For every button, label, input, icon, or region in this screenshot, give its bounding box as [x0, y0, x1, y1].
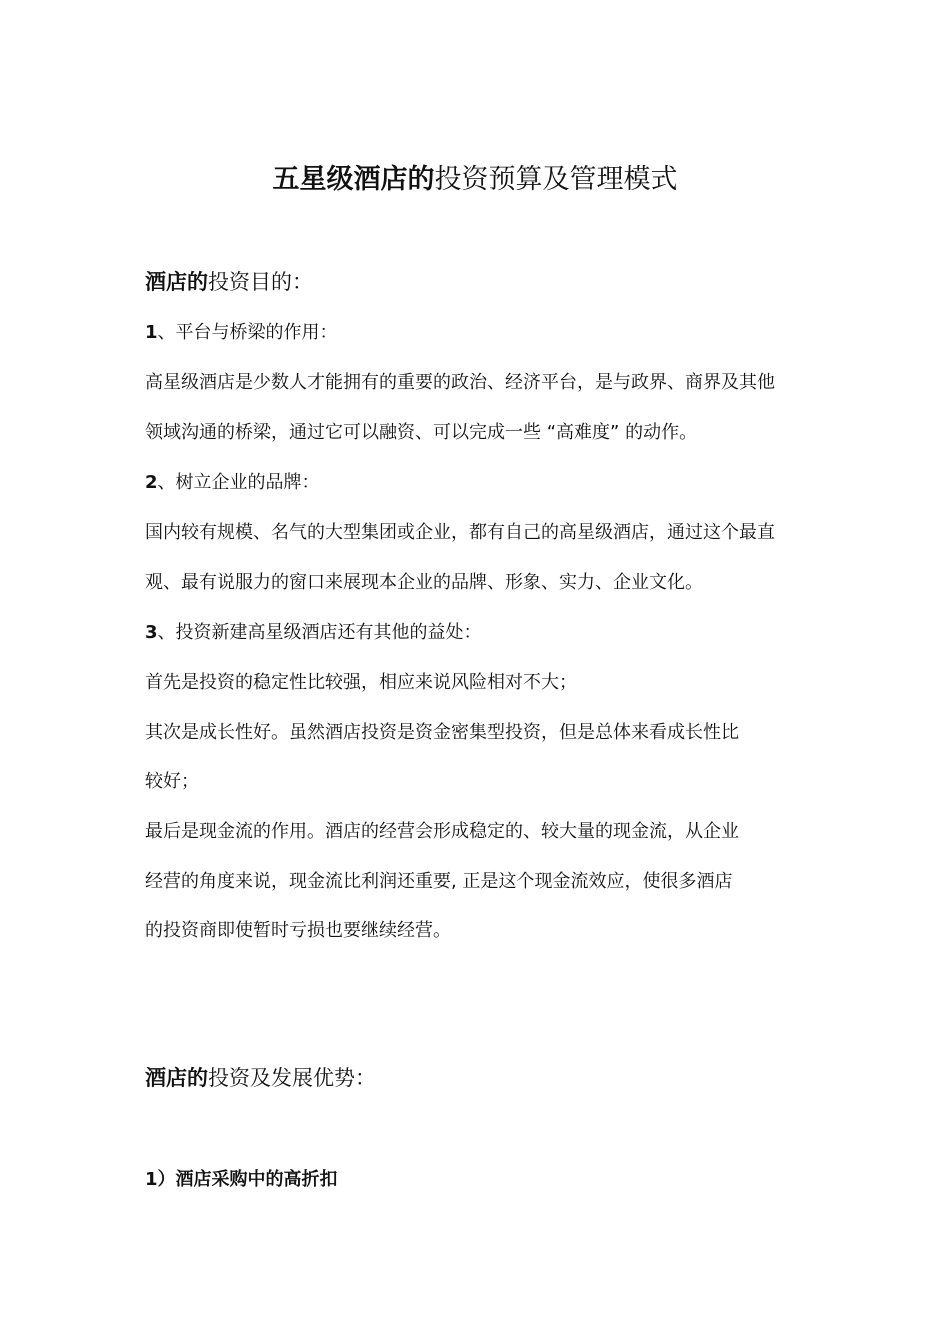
heading-rest-part: 投资目的： — [208, 270, 313, 294]
item-number: 2 — [145, 472, 158, 493]
paragraph-line: 观、最有说服力的窗口来展现本企业的品牌、形象、实力、企业文化。 — [145, 572, 703, 593]
item-label: 、投资新建高星级酒店还有其他的益处： — [157, 622, 482, 643]
document-title — [0, 160, 950, 200]
heading-bold-part: 酒店的 — [145, 270, 208, 294]
paragraph-line: 最后是现金流的作用。酒店的经营会形成稳定的、较大量的现金流，从企业 — [145, 821, 739, 842]
item-label: 、平台与桥梁的作用： — [157, 322, 338, 343]
item-1-heading — [145, 320, 338, 346]
paragraph-line: 其次是成长性好。虽然酒店投资是资金密集型投资，但是总体来看成长性比 — [145, 722, 739, 743]
paragraph-line: 高星级酒店是少数人才能拥有的重要的政治、经济平台，是与政界、商界及其他 — [145, 372, 775, 393]
paragraph-line: 领域沟通的桥梁，通过它可以融资、可以完成一些 “高难度” 的动作。 — [145, 422, 698, 443]
title-bold-part: 五星级酒店的 — [272, 164, 435, 195]
item-label: 、树立企业的品牌： — [157, 472, 320, 493]
section-heading-investment-advantages — [145, 1063, 376, 1093]
subsection-heading-procurement-discount: 1）酒店采购中的高折扣 — [145, 1169, 338, 1190]
paragraph-line: 国内较有规模、名气的大型集团或企业，都有自己的高星级酒店，通过这个最直 — [145, 522, 775, 543]
paragraph-line: 的投资商即使暂时亏损也要继续经营。 — [145, 920, 451, 941]
section-heading-investment-purpose — [145, 267, 313, 297]
paragraph-line: 首先是投资的稳定性比较强，相应来说风险相对不大； — [145, 672, 577, 693]
item-3-heading — [145, 620, 482, 646]
paragraph-line: 经营的角度来说，现金流比利润还重要, 正是这个现金流效应，使很多酒店 — [145, 871, 733, 892]
item-number: 3 — [145, 622, 158, 643]
heading-bold-part: 酒店的 — [145, 1066, 208, 1090]
item-2-heading — [145, 470, 320, 496]
title-rest-part: 投资预算及管理模式 — [434, 164, 678, 195]
heading-rest-part: 投资及发展优势： — [208, 1066, 376, 1090]
paragraph-line: 较好； — [145, 771, 199, 792]
item-number: 1 — [145, 322, 158, 343]
